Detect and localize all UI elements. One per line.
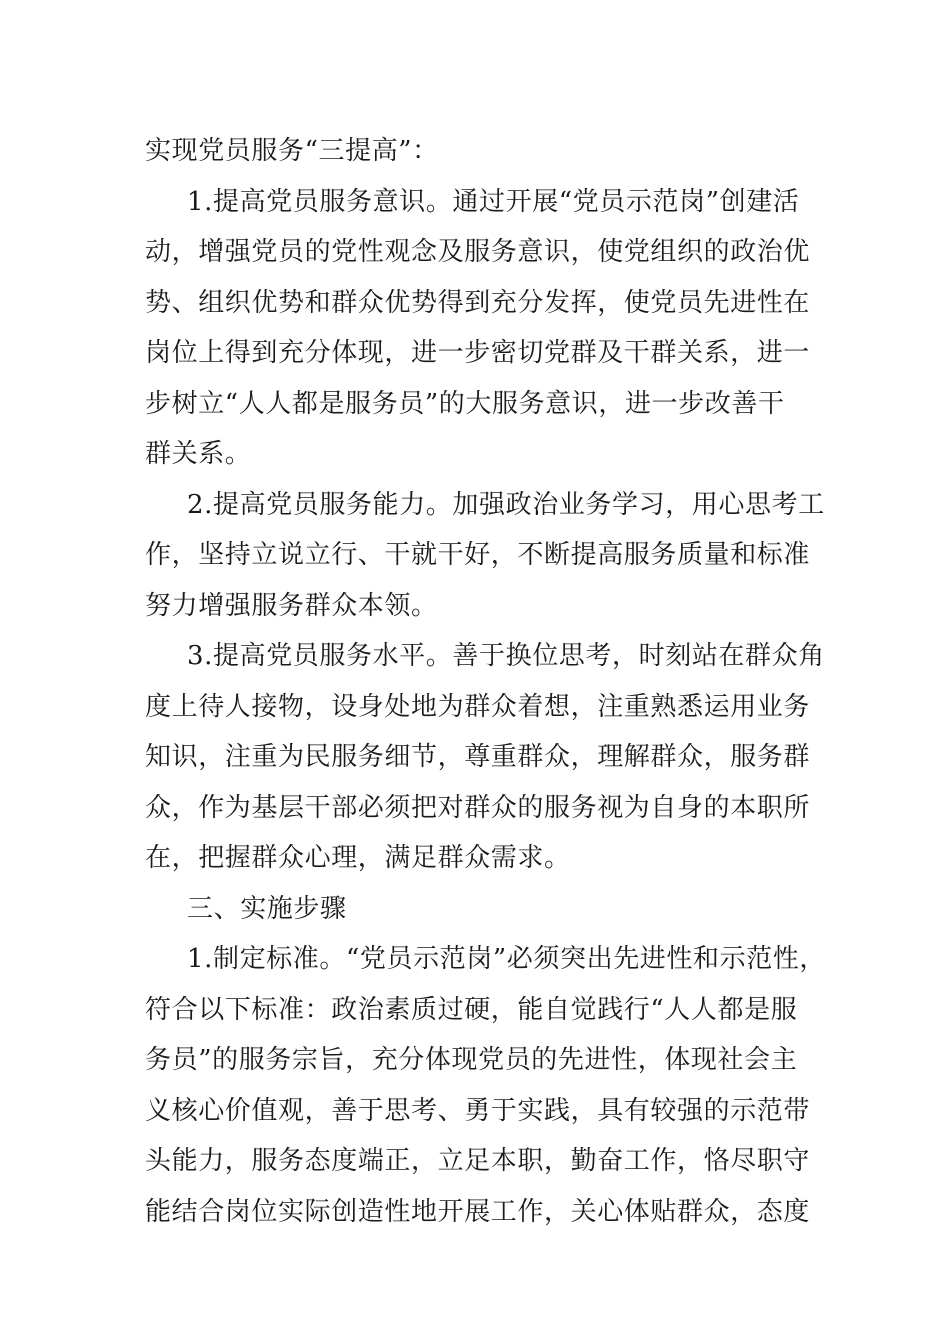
text-line: 务员”的服务宗旨，充分体现党员的先进性，体现社会主 xyxy=(145,1045,798,1075)
text-line: 动，增强党员的党性观念及服务意识，使党组织的政治优 xyxy=(145,237,811,267)
text-line: 在，把握群众心理，满足群众需求。 xyxy=(145,843,571,873)
text-line: 知识，注重为民服务细节，尊重群众，理解群众，服务群 xyxy=(145,742,811,772)
text-line: 头能力，服务态度端正，立足本职，勤奋工作，恪尽职守 xyxy=(145,1146,811,1176)
text-line: 众，作为基层干部必须把对群众的服务视为自身的本职所 xyxy=(145,792,811,823)
text-line: 作，坚持立说立行、干就干好，不断提高服务质量和标准 xyxy=(145,540,811,570)
text-line: 度上待人接物，设身处地为群众着想，注重熟悉运用业务 xyxy=(145,691,811,722)
section-heading: 三、实施步骤 xyxy=(187,893,347,924)
text-line: 3.提高党员服务水平。善于换位思考，时刻站在群众角 xyxy=(187,641,825,671)
text-line: 岗位上得到充分体现，进一步密切党群及干群关系，进一 xyxy=(145,338,811,368)
document-body xyxy=(145,126,825,1237)
text-line: 势、组织优势和群众优势得到充分发挥，使党员先进性在 xyxy=(145,287,811,318)
text-line: 实现党员服务“三提高”： xyxy=(145,136,439,166)
text-line: 义核心价值观，善于思考、勇于实践，具有较强的示范带 xyxy=(145,1095,811,1126)
text-line: 能结合岗位实际创造性地开展工作，关心体贴群众，态度 xyxy=(145,1196,811,1227)
text-line: 群关系。 xyxy=(145,439,252,469)
text-line: 2.提高党员服务能力。加强政治业务学习，用心思考工 xyxy=(187,489,825,520)
text-line: 步树立“人人都是服务员”的大服务意识，进一步改善干 xyxy=(145,388,785,419)
text-line: 1.提高党员服务意识。通过开展“党员示范岗”创建活 xyxy=(187,186,800,217)
text-line: 努力增强服务群众本领。 xyxy=(145,590,438,621)
text-line: 符合以下标准：政治素质过硬，能自觉践行“人人都是服 xyxy=(145,994,798,1025)
text-line: 1.制定标准。“党员示范岗”必须突出先进性和示范性， xyxy=(187,944,826,974)
